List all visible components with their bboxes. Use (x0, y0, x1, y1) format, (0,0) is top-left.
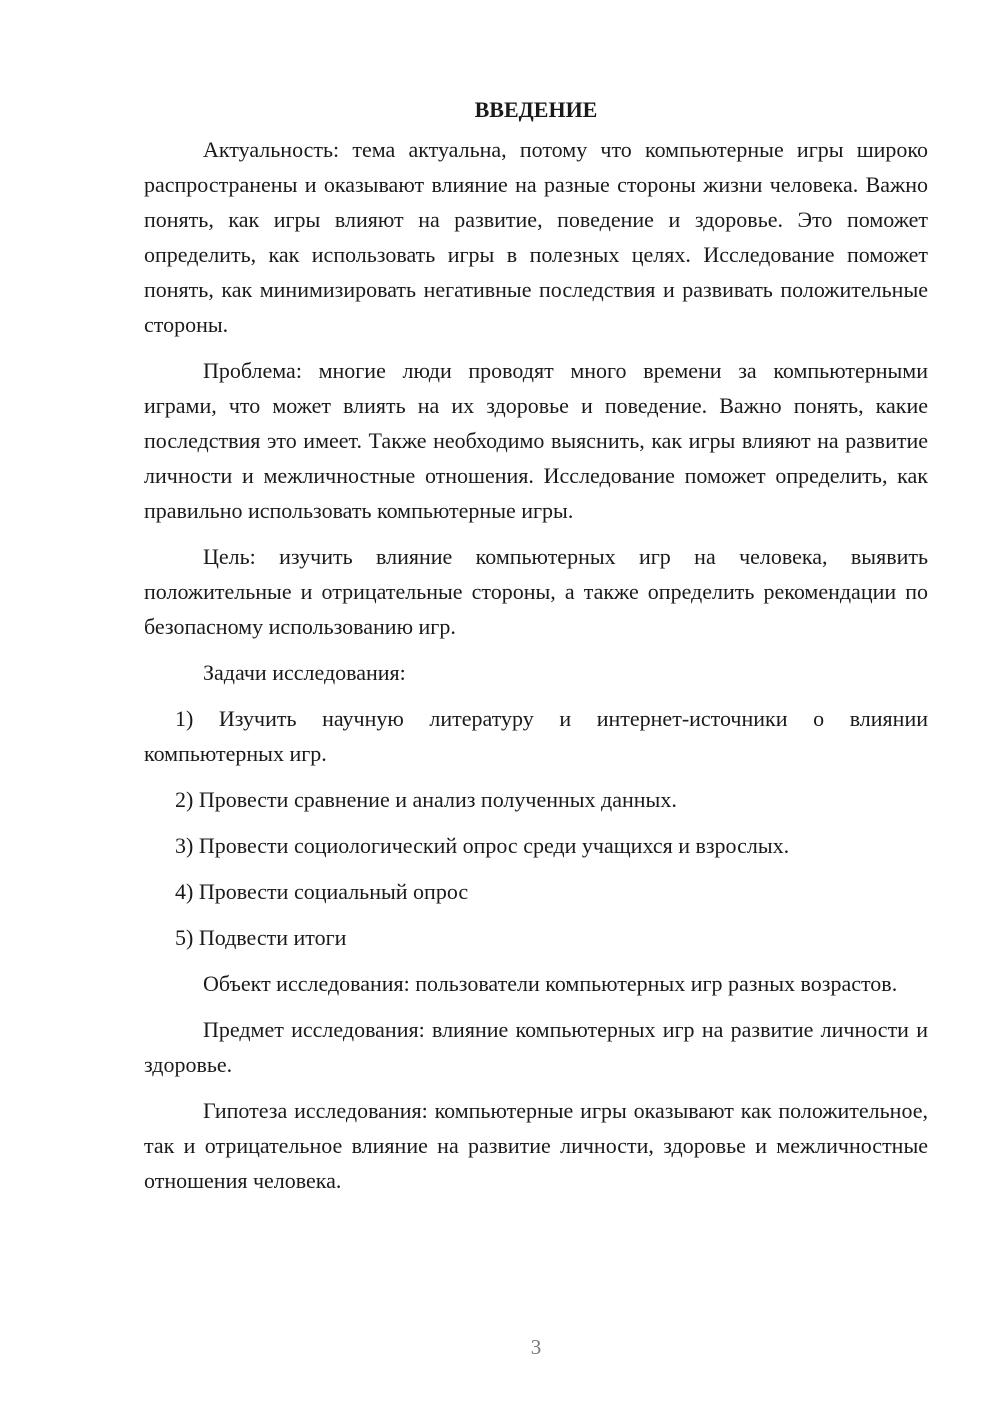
task-item: 3) Провести социологический опрос среди учащихся и взрослых. (175, 833, 790, 858)
page-number: 3 (530, 1335, 542, 1359)
subject-paragraph: Предмет исследования: влияние компьютерных игр на развитие личности и здоровье. (144, 1017, 928, 1077)
document-body (144, 92, 928, 1209)
relevance-paragraph: Актуальность: тема актуальна, потому что компьютерные игры широко распространены и оказывают влияние на разные стороны жизни человека. Важно понять, как игры влияют на развитие, поведение и здоровье. Это поможет определить, как использовать игры в полезных целях. Исследование поможет понять, как минимизировать негативные последствия и развивать положительные стороны. (144, 137, 928, 337)
problem-paragraph: Проблема: многие люди проводят много времени за компьютерными играми, что может влиять на их здоровье и поведение. Важно понять, какие последствия это имеет. Также необходимо выяснить, как игры влияют на развитие личности и межличностные отношения. Исследование поможет определить, как правильно использовать компьютерные игры. (144, 358, 928, 523)
object-paragraph: Объект исследования: пользователи компьютерных игр разных возрастов. (203, 971, 898, 996)
task-item: 5) Подвести итоги (175, 925, 347, 950)
task-item: 4) Провести социальный опрос (175, 879, 469, 904)
task-item: 2) Провести сравнение и анализ полученных данных. (175, 787, 677, 812)
goal-paragraph: Цель: изучить влияние компьютерных игр на человека, выявить положительные и отрицательные стороны, а также определить рекомендации по безопасному использованию игр. (144, 544, 928, 639)
section-title: ВВЕДЕНИЕ (474, 97, 598, 122)
task-item: 1) Изучить научную литературу и интернет-источники о влиянии компьютерных игр. (144, 706, 928, 766)
tasks-heading: Задачи исследования: (203, 660, 406, 685)
hypothesis-paragraph: Гипотеза исследования: компьютерные игры оказывают как положительное, так и отрицательное влияние на развитие личности, здоровье и межличностные отношения человека. (144, 1098, 928, 1193)
